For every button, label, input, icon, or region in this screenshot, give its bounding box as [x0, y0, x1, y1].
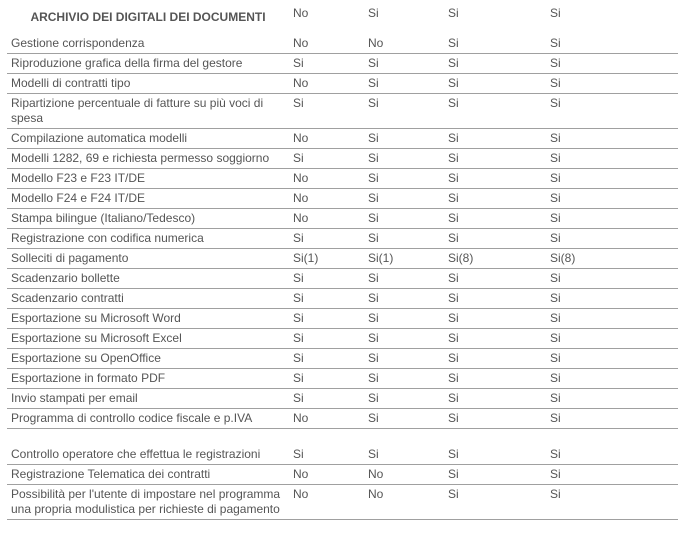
feature-value-cell: Si: [546, 485, 678, 520]
table-row: [7, 309, 678, 329]
feature-value-cell: Si: [364, 169, 444, 189]
feature-label: Esportazione in formato PDF: [7, 369, 289, 389]
feature-value-cell: Si: [546, 389, 678, 409]
feature-value-cell: No: [289, 129, 364, 149]
table-row: [7, 349, 678, 369]
feature-value-cell: No: [364, 465, 444, 485]
table-row: [7, 94, 678, 129]
feature-value-cell: Si: [289, 329, 364, 349]
feature-label: Modello F23 e F23 IT/DE: [7, 169, 289, 189]
feature-value-cell: Si: [444, 369, 546, 389]
feature-label: Modelli 1282, 69 e richiesta permesso soggiorno: [7, 149, 289, 169]
feature-value-cell: Si: [546, 74, 678, 94]
feature-value-cell: Si: [546, 129, 678, 149]
feature-label: Programma di controllo codice fiscale e p.IVA: [7, 409, 289, 429]
feature-value-cell: Si: [289, 289, 364, 309]
feature-label: Ripartizione percentuale di fatture su più voci di spesa: [7, 94, 289, 129]
feature-label: Riproduzione grafica della firma del gestore: [7, 54, 289, 74]
feature-label: Esportazione su Microsoft Word: [7, 309, 289, 329]
feature-value-cell: Si: [546, 189, 678, 209]
table-row: [7, 74, 678, 94]
feature-value-cell: Si: [444, 409, 546, 429]
feature-value-cell: Si: [444, 149, 546, 169]
feature-value-cell: Si: [546, 209, 678, 229]
table-row: [7, 34, 678, 54]
feature-value-cell: No: [289, 74, 364, 94]
feature-label: Esportazione su OpenOffice: [7, 349, 289, 369]
feature-label: Compilazione automatica modelli: [7, 129, 289, 149]
feature-value-cell: Si: [444, 74, 546, 94]
feature-value-cell: No: [289, 189, 364, 209]
feature-label: Stampa bilingue (Italiano/Tedesco): [7, 209, 289, 229]
feature-value-cell: Si: [546, 94, 678, 129]
feature-label: Registrazione Telematica dei contratti: [7, 465, 289, 485]
table-row: [7, 209, 678, 229]
feature-value-cell: Si: [444, 485, 546, 520]
table-row: [7, 249, 678, 269]
feature-table: [7, 0, 678, 520]
feature-value-cell: Si: [364, 329, 444, 349]
feature-value-cell: Si: [364, 309, 444, 329]
header-cell: Si: [368, 6, 379, 20]
feature-value-cell: Si: [444, 329, 546, 349]
feature-value-cell: Si: [546, 409, 678, 429]
feature-value-cell: Si: [546, 445, 678, 465]
feature-value-cell: Si: [546, 309, 678, 329]
feature-label: Modelli di contratti tipo: [7, 74, 289, 94]
table-row: [7, 189, 678, 209]
feature-label: Modello F24 e F24 IT/DE: [7, 189, 289, 209]
feature-value-cell: Si: [444, 209, 546, 229]
feature-value-cell: Si: [546, 169, 678, 189]
feature-value-cell: Si(8): [444, 249, 546, 269]
feature-value-cell: Si: [546, 149, 678, 169]
feature-value-cell: Si: [364, 129, 444, 149]
table-row: [7, 389, 678, 409]
feature-value-cell: No: [289, 485, 364, 520]
feature-value-cell: Si: [364, 74, 444, 94]
feature-value-cell: No: [289, 409, 364, 429]
feature-value-cell: No: [289, 169, 364, 189]
section-spacer: [7, 429, 678, 446]
feature-table-body: [7, 0, 678, 520]
feature-value-cell: Si: [289, 309, 364, 329]
feature-value-cell: Si: [364, 369, 444, 389]
feature-value-cell: No: [289, 209, 364, 229]
feature-value-cell: Si: [444, 54, 546, 74]
feature-label: Invio stampati per email: [7, 389, 289, 409]
feature-value-cell: Si: [444, 94, 546, 129]
feature-value-cell: Si: [364, 389, 444, 409]
feature-value-cell: Si: [444, 289, 546, 309]
feature-value-cell: Si(1): [364, 249, 444, 269]
feature-label: Possibilità per l'utente di impostare nel programma una propria modulistica per richieste di pagamento: [7, 485, 289, 520]
feature-value-cell: Si: [289, 229, 364, 249]
feature-value-cell: No: [289, 34, 364, 54]
feature-value-cell: Si: [546, 465, 678, 485]
feature-value-cell: Si: [289, 149, 364, 169]
feature-value-cell: Si: [364, 445, 444, 465]
feature-value-cell: Si: [364, 409, 444, 429]
table-row: [7, 445, 678, 465]
section-title: ARCHIVIO DEI DIGITALI DEI DOCUMENTI: [30, 10, 266, 24]
table-row: [7, 54, 678, 74]
table-row: [7, 229, 678, 249]
feature-value-cell: Si: [364, 209, 444, 229]
feature-value-cell: Si: [444, 129, 546, 149]
header-cell: Si: [550, 6, 561, 20]
feature-value-cell: No: [289, 465, 364, 485]
feature-value-cell: Si: [289, 349, 364, 369]
feature-value-cell: Si: [546, 34, 678, 54]
table-header-row: [7, 0, 678, 34]
feature-value-cell: Si(8): [546, 249, 678, 269]
feature-value-cell: Si: [289, 269, 364, 289]
header-cell: Si: [448, 6, 459, 20]
table-row: [7, 289, 678, 309]
feature-value-cell: Si: [546, 269, 678, 289]
spacer-cell: [7, 429, 678, 446]
feature-value-cell: Si: [444, 269, 546, 289]
feature-value-cell: Si: [546, 289, 678, 309]
feature-value-cell: Si: [364, 229, 444, 249]
table-row: [7, 369, 678, 389]
feature-label: Solleciti di pagamento: [7, 249, 289, 269]
table-row: [7, 465, 678, 485]
feature-value-cell: Si: [364, 94, 444, 129]
feature-value-cell: Si: [289, 94, 364, 129]
feature-value-cell: Si: [364, 54, 444, 74]
table-row: [7, 485, 678, 520]
table-row: [7, 169, 678, 189]
feature-value-cell: Si: [289, 445, 364, 465]
header-cell: No: [293, 6, 309, 20]
feature-label: Registrazione con codifica numerica: [7, 229, 289, 249]
feature-value-cell: Si: [444, 349, 546, 369]
feature-value-cell: Si: [444, 229, 546, 249]
feature-value-cell: No: [364, 34, 444, 54]
table-row: [7, 269, 678, 289]
feature-value-cell: Si: [546, 329, 678, 349]
feature-value-cell: Si: [364, 349, 444, 369]
feature-value-cell: Si: [444, 189, 546, 209]
table-row: [7, 149, 678, 169]
feature-value-cell: Si: [444, 389, 546, 409]
feature-value-cell: Si: [444, 34, 546, 54]
feature-label: Controllo operatore che effettua le registrazioni: [7, 445, 289, 465]
feature-value-cell: Si: [444, 465, 546, 485]
feature-value-cell: Si: [546, 369, 678, 389]
feature-value-cell: Si: [444, 169, 546, 189]
feature-label: Gestione corrispondenza: [7, 34, 289, 54]
table-row: [7, 329, 678, 349]
feature-value-cell: Si: [546, 349, 678, 369]
feature-value-cell: Si: [289, 389, 364, 409]
feature-value-cell: Si: [364, 289, 444, 309]
feature-value-cell: Si: [289, 369, 364, 389]
feature-value-cell: Si: [444, 445, 546, 465]
feature-label: Scadenzario bollette: [7, 269, 289, 289]
feature-label: Esportazione su Microsoft Excel: [7, 329, 289, 349]
feature-label: Scadenzario contratti: [7, 289, 289, 309]
feature-value-cell: Si: [444, 309, 546, 329]
feature-value-cell: Si: [364, 149, 444, 169]
feature-value-cell: Si: [546, 54, 678, 74]
feature-value-cell: Si(1): [289, 249, 364, 269]
feature-value-cell: Si: [364, 269, 444, 289]
table-row: [7, 129, 678, 149]
feature-value-cell: Si: [289, 54, 364, 74]
table-row: [7, 409, 678, 429]
feature-value-cell: No: [364, 485, 444, 520]
feature-value-cell: Si: [364, 189, 444, 209]
feature-value-cell: Si: [546, 229, 678, 249]
